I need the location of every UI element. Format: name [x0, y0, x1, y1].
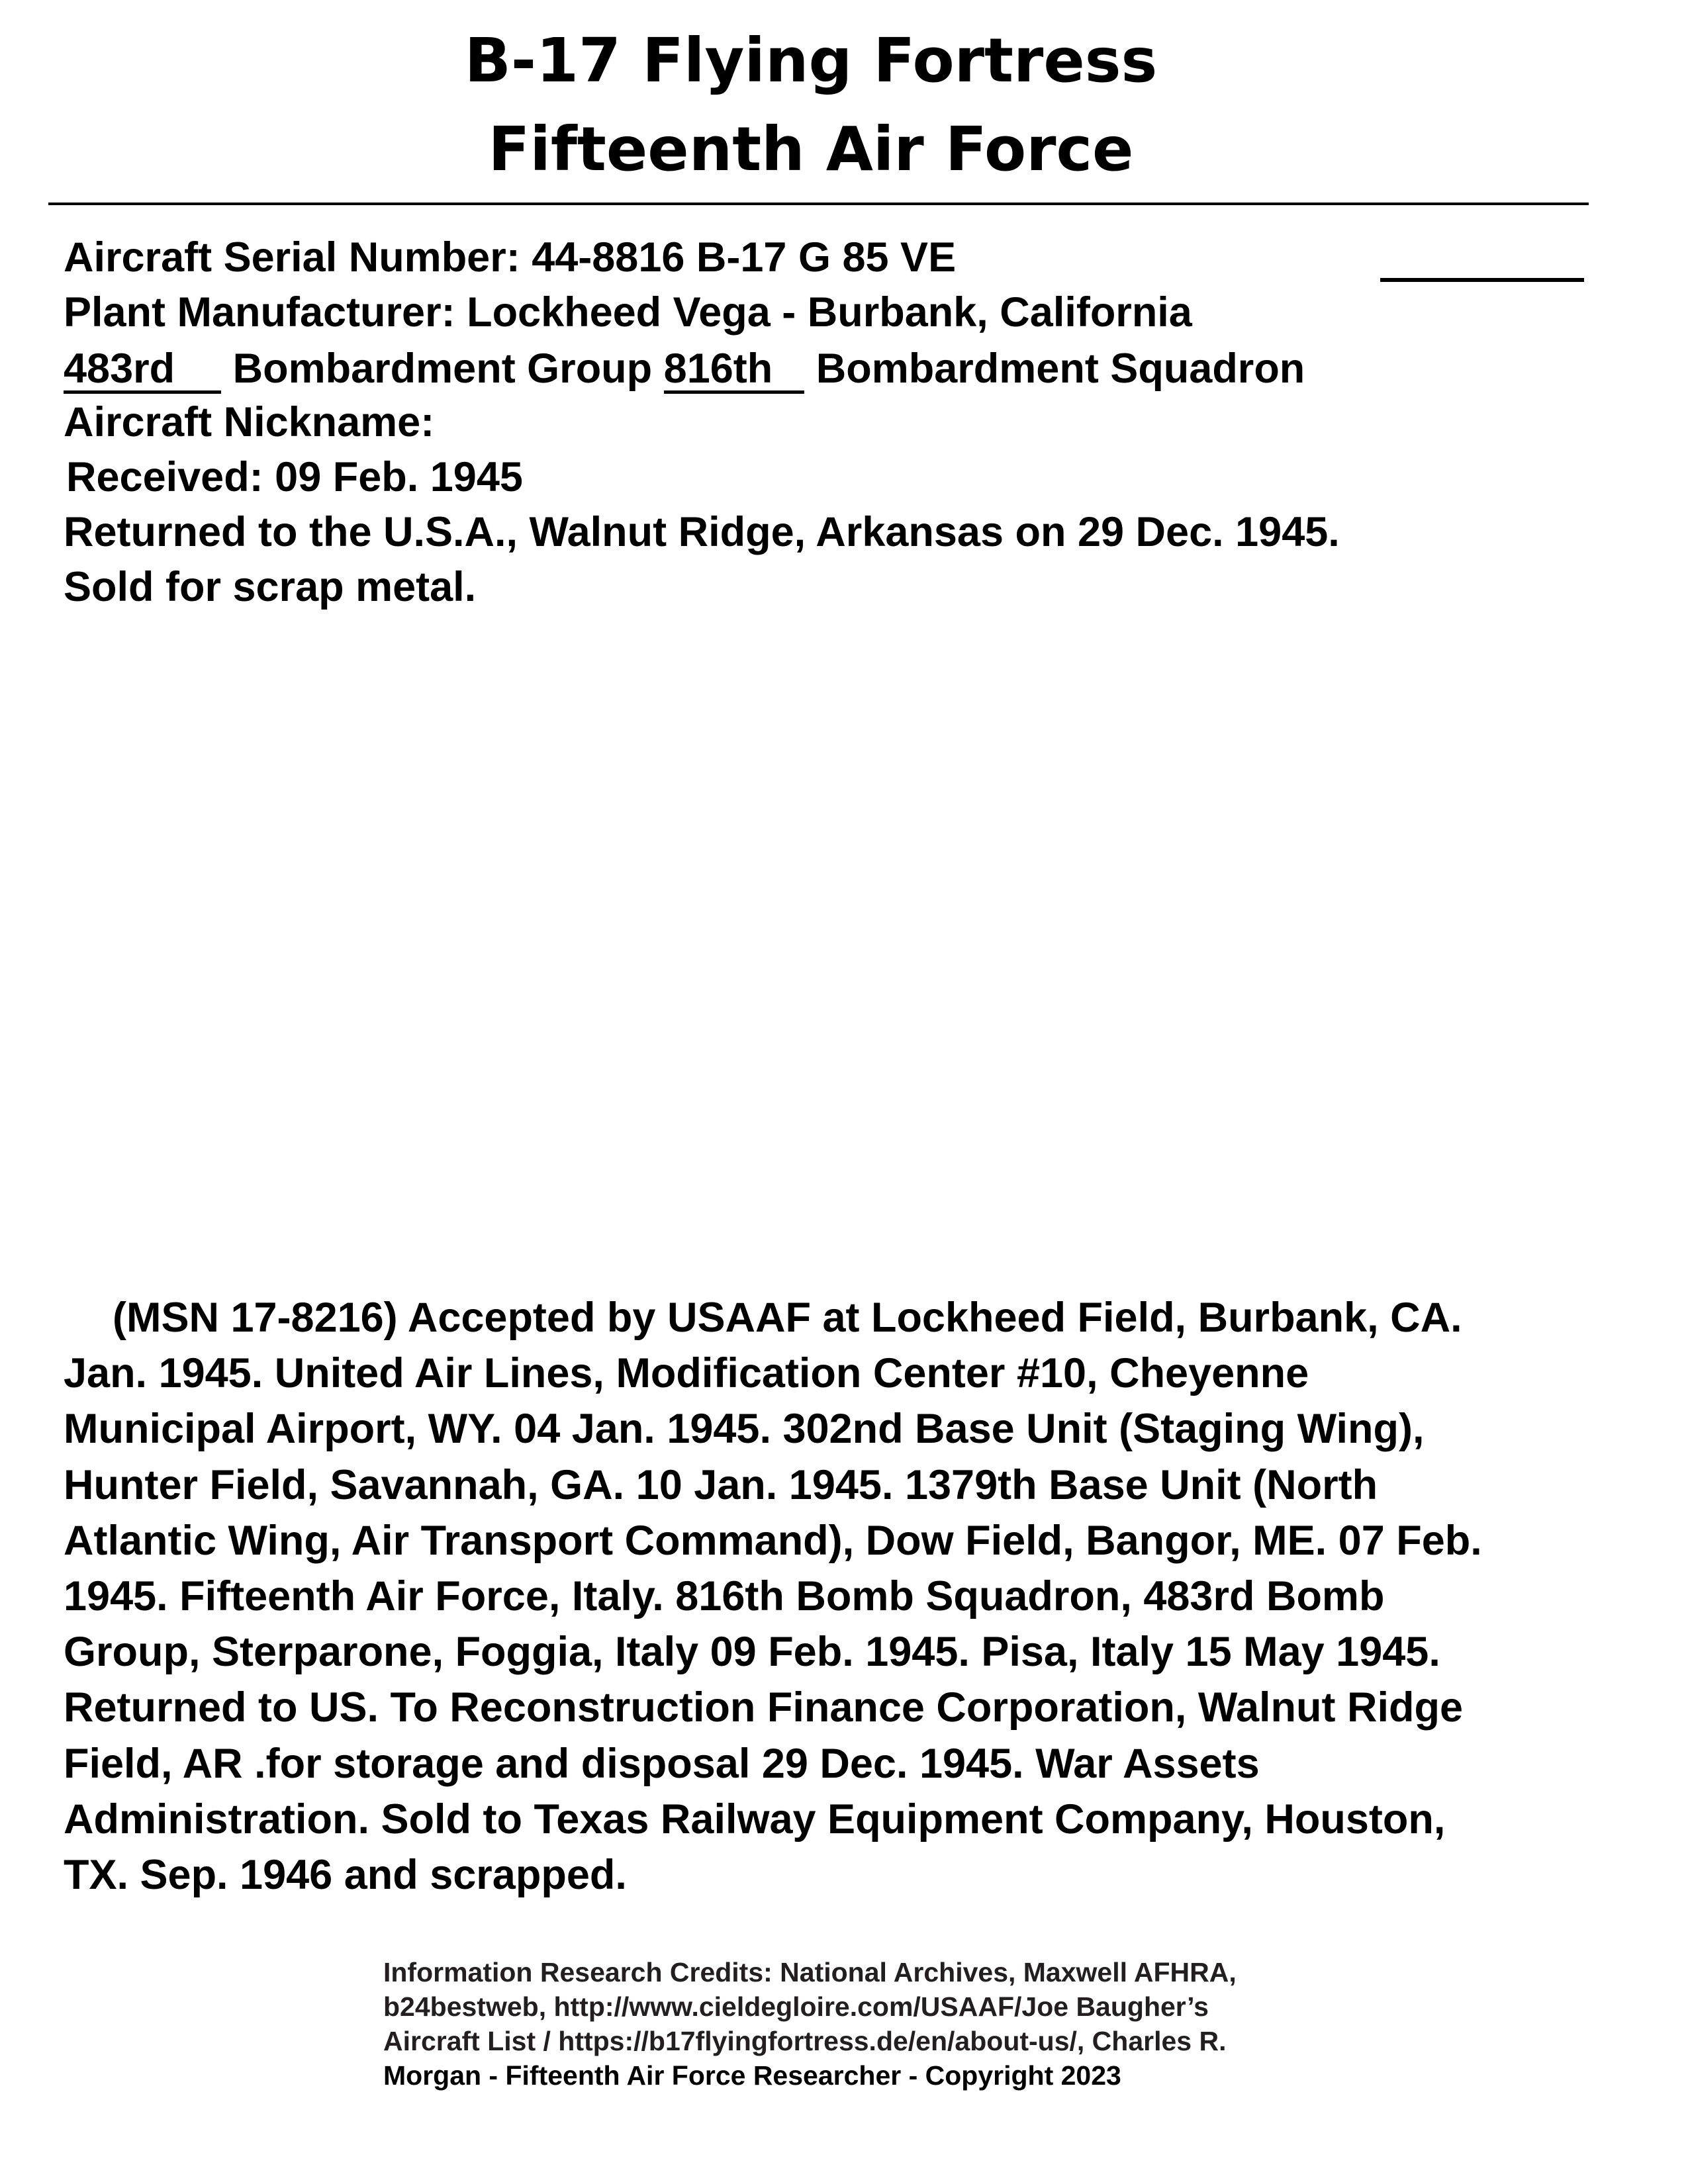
- returned: Returned to the U.S.A., Walnut Ridge, Arkansas on 29 Dec. 1945.: [64, 509, 1340, 555]
- history-line: Atlantic Wing, Air Transport Command), Dow Field, Bangor, ME. 07 Feb.: [64, 1517, 1482, 1564]
- credit-line: Morgan - Fifteenth Air Force Researcher - Copyright 2023: [383, 2060, 1121, 2091]
- nickname: Aircraft Nickname:: [64, 399, 435, 445]
- divider: [48, 203, 1589, 205]
- history-line: Hunter Field, Savannah, GA. 10 Jan. 1945. 1379th Base Unit (North: [64, 1461, 1378, 1508]
- received: Received: 09 Feb. 1945: [66, 454, 523, 500]
- history-line: Jan. 1945. United Air Lines, Modification Center #10, Cheyenne: [64, 1350, 1309, 1397]
- squadron-label: Bombardment Squadron: [816, 345, 1305, 392]
- blank-line: [1380, 278, 1584, 282]
- group-label: Bombardment Group: [232, 345, 653, 392]
- history-line: TX. Sep. 1946 and scrapped.: [64, 1852, 627, 1898]
- history-line: Field, AR .for storage and disposal 29 Dec. 1945. War Assets: [64, 1740, 1260, 1787]
- manufacturer: Plant Manufacturer: Lockheed Vega - Burbank, California: [64, 289, 1192, 336]
- unit-line: [64, 347, 1305, 394]
- history-line: 1945. Fifteenth Air Force, Italy. 816th Bomb Squadron, 483rd Bomb: [64, 1573, 1385, 1619]
- group-value: 483rd: [64, 347, 221, 394]
- page-title: B-17 Flying Fortress: [464, 25, 1158, 96]
- history-line: (MSN 17-8216) Accepted by USAAF at Lockheed Field, Burbank, CA.: [113, 1295, 1462, 1341]
- squadron-value: 816th: [664, 347, 805, 394]
- credit-line: b24bestweb, http://www.cieldegloire.com/USAAF/Joe Baugher’s: [383, 1991, 1209, 2022]
- history-line: Administration. Sold to Texas Railway Equipment Company, Houston,: [64, 1796, 1446, 1843]
- history-line: Group, Sterparone, Foggia, Italy 09 Feb. 1945. Pisa, Italy 15 May 1945.: [64, 1629, 1440, 1676]
- credit-line: Aircraft List / https://b17flyingfortress.de/en/about-us/, Charles R.: [383, 2026, 1227, 2056]
- history-line: Municipal Airport, WY. 04 Jan. 1945. 302nd Base Unit (Staging Wing),: [64, 1406, 1425, 1453]
- fate: Sold for scrap metal.: [64, 564, 477, 610]
- credit-line: Information Research Credits: National Archives, Maxwell AFHRA,: [383, 1957, 1237, 1987]
- page-subtitle: Fifteenth Air Force: [488, 114, 1134, 185]
- serial-number: Aircraft Serial Number: 44-8816 B-17 G 85 VE: [64, 234, 957, 281]
- history-line: Returned to US. To Reconstruction Finance Corporation, Walnut Ridge: [64, 1684, 1464, 1731]
